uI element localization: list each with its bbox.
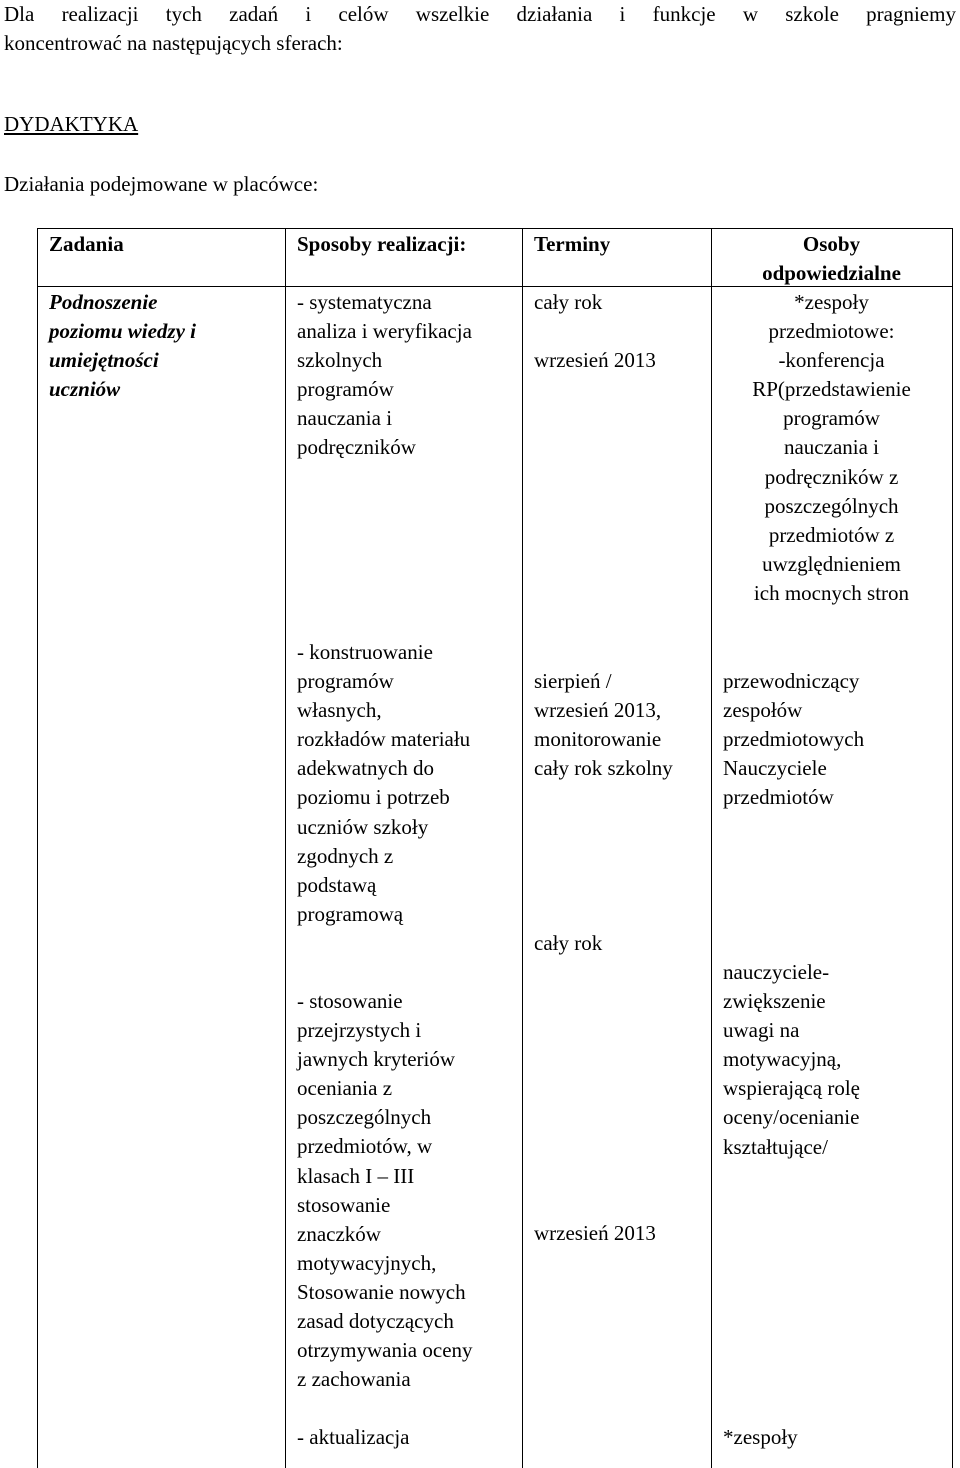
intro-word: Dla bbox=[4, 2, 35, 26]
task-cell: Podnoszenie poziomu wiedzy i umiejętności uczniów bbox=[49, 290, 197, 402]
term-item: wrzesień 2013 bbox=[534, 348, 656, 372]
term-item: wrzesień 2013 bbox=[534, 1221, 656, 1245]
table-border-left bbox=[37, 228, 38, 1468]
subtitle: Działania podejmowane w placówce: bbox=[4, 172, 319, 196]
method-item: - konstruowanie programów własnych, rozkładów materiału adekwatnych do poziomu i potrzeb uczniów szkoły zgodnych z podstawą programową bbox=[297, 640, 471, 926]
column-divider bbox=[711, 228, 712, 1468]
header-responsible: Osoby odpowiedzialne bbox=[762, 232, 901, 286]
intro-word: tych bbox=[165, 2, 202, 26]
responsible-item: *zespoły bbox=[723, 1425, 798, 1449]
intro-word: realizacji bbox=[61, 2, 139, 26]
intro-line-1 bbox=[4, 0, 956, 29]
header-methods: Sposoby realizacji: bbox=[297, 232, 467, 256]
intro-word: działania bbox=[516, 2, 593, 26]
term-item: cały rok bbox=[534, 290, 603, 314]
intro-word: zadań bbox=[229, 2, 279, 26]
intro-word: funkcje bbox=[652, 2, 716, 26]
intro-paragraph bbox=[4, 0, 956, 58]
responsible-item: *zespoły przedmiotowe: -konferencja RP(przedstawienie programów nauczania i podręczników z poszczególnych przedmiotów z uwzględnieniem ich mocnych stron bbox=[752, 290, 911, 605]
activities-table bbox=[37, 228, 953, 1468]
intro-word: szkole bbox=[785, 2, 839, 26]
section-title: DYDAKTYKA bbox=[4, 112, 139, 136]
table-border-top bbox=[37, 228, 953, 229]
responsible-item: nauczyciele- zwiększenie uwagi na motywacyjną, wspierającą rolę oceny/ocenianie kształtujące/ bbox=[723, 960, 861, 1159]
intro-word: i bbox=[619, 2, 626, 26]
intro-line-2: koncentrować na następujących sferach: bbox=[4, 31, 343, 55]
column-divider bbox=[285, 228, 286, 1468]
method-item: - systematyczna analiza i weryfikacja szkolnych programów nauczania i podręczników bbox=[297, 290, 472, 460]
term-item: sierpień / wrzesień 2013, monitorowanie cały rok szkolny bbox=[534, 669, 673, 781]
header-terms: Terminy bbox=[534, 232, 611, 256]
intro-word: celów bbox=[338, 2, 389, 26]
term-item: cały rok bbox=[534, 931, 603, 955]
column-divider bbox=[522, 228, 523, 1468]
table-border-right bbox=[952, 228, 953, 1468]
intro-word: pragniemy bbox=[866, 2, 956, 26]
intro-word: w bbox=[742, 2, 759, 26]
intro-word: i bbox=[305, 2, 312, 26]
responsible-item: przewodniczący zespołów przedmiotowych Nauczyciele przedmiotów bbox=[723, 669, 865, 810]
header-tasks: Zadania bbox=[49, 232, 124, 256]
method-item: - stosowanie przejrzystych i jawnych kryteriów oceniania z poszczególnych przedmiotów, w klasach I – III stosowanie znaczków motywacyjnych, Stosowanie nowych zasad dotyczących otrzymywania oceny z zachowania bbox=[297, 989, 473, 1392]
intro-word: wszelkie bbox=[415, 2, 490, 26]
method-item: - aktualizacja bbox=[297, 1425, 410, 1449]
